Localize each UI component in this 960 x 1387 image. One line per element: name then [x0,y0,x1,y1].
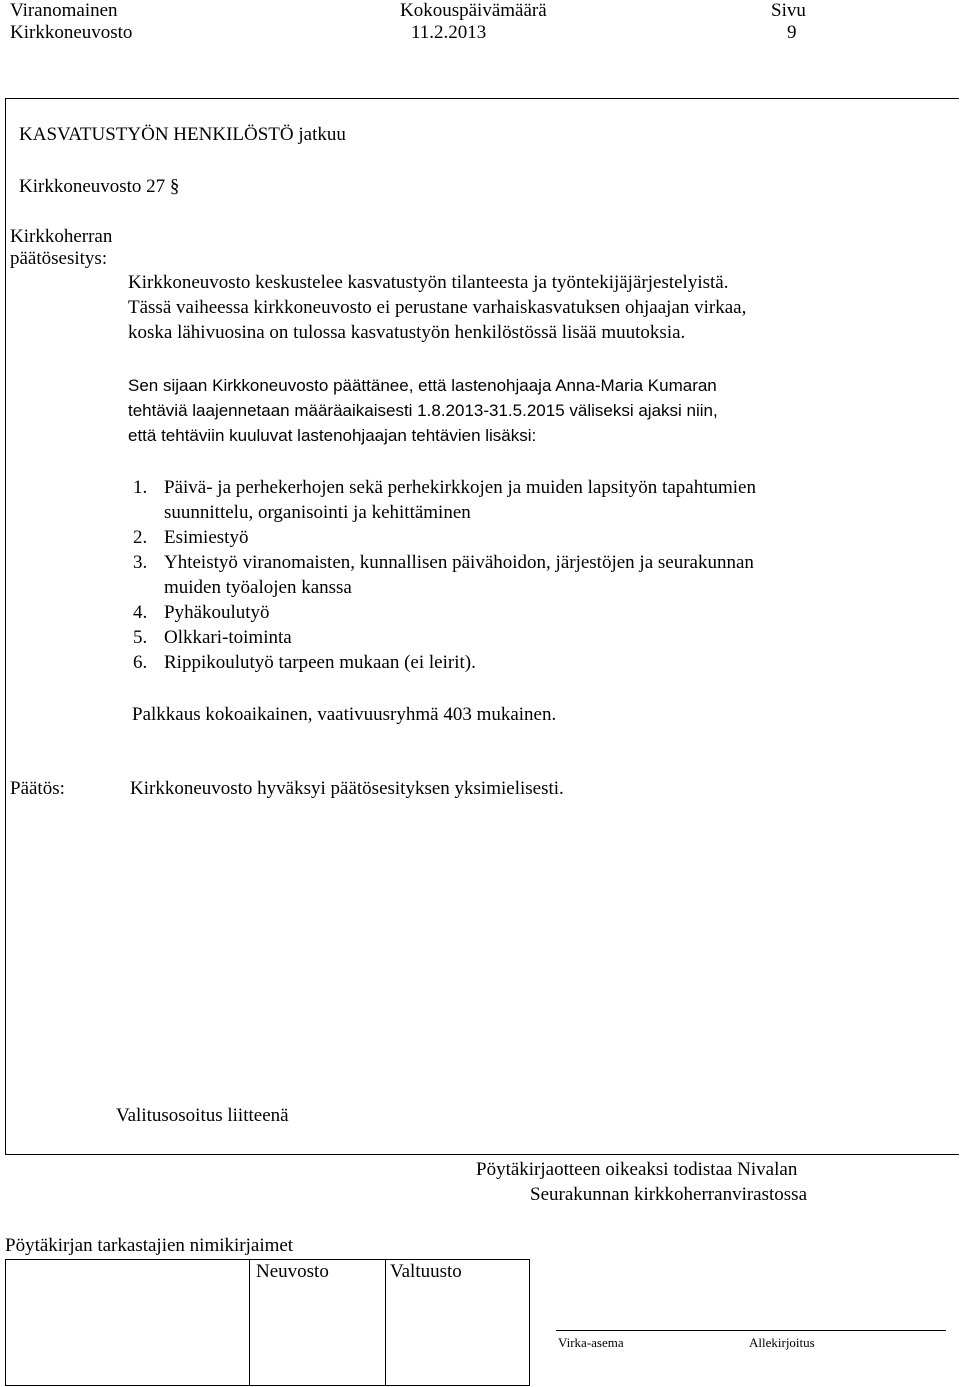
list-item-number: 5. [133,627,148,648]
table-divider [385,1260,386,1385]
list-item-number: 6. [133,652,148,673]
list-item-text: Pyhäkoulutyö [164,602,270,623]
list-item-number: 2. [133,527,148,548]
item-reference: Kirkkoneuvosto 27 § [19,176,180,197]
proposal-para2-line3: että tehtäviin kuuluvat lastenohjaajan tehtävien lisäksi: [128,426,537,445]
list-item-text: Yhteistyö viranomaisten, kunnallisen päivähoidon, järjestöjen ja seurakunnan [164,552,754,573]
column-neuvosto: Neuvosto [256,1261,329,1282]
list-item-text: muiden työalojen kanssa [164,577,352,598]
signature-position-label: Virka-asema [558,1335,624,1350]
decision-label: Päätös: [10,778,65,799]
decision-text: Kirkkoneuvosto hyväksyi päätösesityksen yksimielisesti. [130,778,564,799]
list-item-text: suunnittelu, organisointi ja kehittäminen [164,502,471,523]
list-item-number: 1. [133,477,148,498]
header-authority-label: Viranomainen [10,0,118,21]
list-item-number: 3. [133,552,148,573]
proposal-para2-line2: tehtäviä laajennetaan määräaikaisesti 1.8.2013-31.5.2015 väliseksi ajaksi niin, [128,401,718,420]
header-authority-value: Kirkkoneuvosto [10,22,133,43]
section-title: KASVATUSTYÖN HENKILÖSTÖ jatkuu [19,124,346,145]
proposal-para1-line2: Tässä vaiheessa kirkkoneuvosto ei perustane varhaiskasvatuksen ohjaajan virkaa, [128,297,747,318]
column-valtuusto: Valtuusto [390,1261,462,1282]
signature-label: Allekirjoitus [749,1335,815,1350]
list-item-text: Päivä- ja perhekerhojen sekä perhekirkkojen ja muiden lapsityön tapahtumien [164,477,756,498]
proposal-label-line2: päätösesitys: [10,248,108,269]
header-page-label: Sivu [771,0,806,21]
proposal-para1-line1: Kirkkoneuvosto keskustelee kasvatustyön tilanteesta ja työntekijäjärjestelyistä. [128,272,729,293]
list-item-text: Rippikoulutyö tarpeen mukaan (ei leirit). [164,652,476,673]
header-page-value: 9 [787,22,797,43]
proposal-para1-line3: koska lähivuosina on tulossa kasvatustyön henkilöstössä lisää muutoksia. [128,322,686,343]
reviewers-label: Pöytäkirjan tarkastajien nimikirjaimet [5,1235,294,1256]
header-date-value: 11.2.2013 [411,22,487,43]
header-date-label: Kokouspäivämäärä [400,0,547,21]
list-item-text: Olkkari-toiminta [164,627,292,648]
certify-line1: Pöytäkirjaotteen oikeaksi todistaa Nivalan [476,1159,798,1180]
salary-note: Palkkaus kokoaikainen, vaativuusryhmä 403 mukainen. [132,704,557,725]
proposal-label-line1: Kirkkoherran [10,226,113,247]
list-item-number: 4. [133,602,148,623]
minutes-section-box [5,98,959,1155]
proposal-para2-line1: Sen sijaan Kirkkoneuvosto päättänee, että lastenohjaaja Anna-Maria Kumaran [128,376,717,395]
list-item-text: Esimiestyö [164,527,249,548]
appeal-note: Valitusosoitus liitteenä [116,1105,289,1126]
signature-line [556,1330,946,1331]
certify-line2: Seurakunnan kirkkoherranvirastossa [530,1184,808,1205]
table-divider [249,1260,250,1385]
